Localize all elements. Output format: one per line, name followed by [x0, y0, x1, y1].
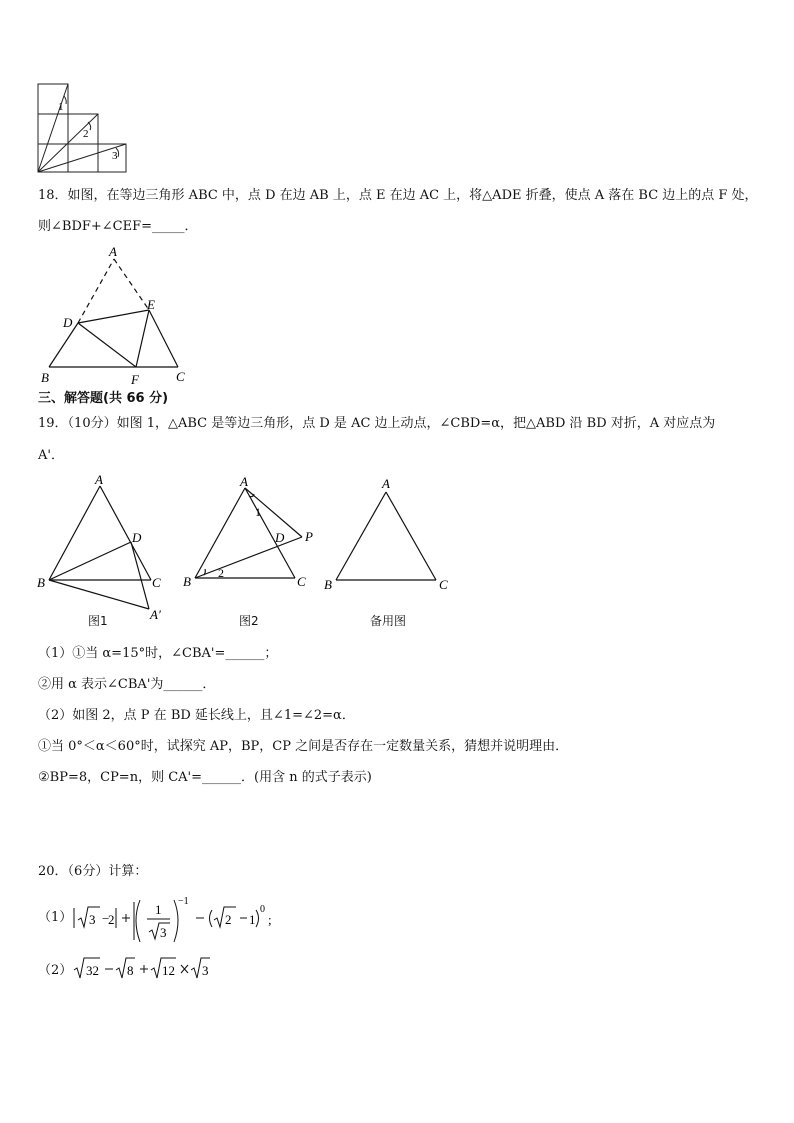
q20-p1-a: 3	[89, 912, 96, 927]
q20-title: 20．（6分）计算：	[38, 864, 148, 879]
q19f3-label-C: C	[439, 577, 448, 592]
q20-p1-frac-num: 1	[155, 902, 162, 917]
q20-p2-r1: 32	[86, 963, 99, 978]
q19f1-label-C: C	[152, 575, 161, 590]
q19f1-label-A: A	[95, 472, 103, 487]
q18-label-F: F	[131, 372, 139, 387]
q19-part2: （2）如图 2，点 P 在 BD 延长线上，且∠1=∠2=α．	[38, 708, 355, 723]
q20-p2-r4: 3	[202, 963, 209, 978]
grid-label-3: 3	[112, 150, 118, 162]
q19f2-label-C: C	[297, 574, 306, 589]
q19f2-label-P: P	[305, 529, 313, 544]
q20-p2-r2: 8	[127, 963, 134, 978]
grid-label-1: 1	[58, 101, 64, 113]
q20-p1-c: 2	[225, 912, 232, 927]
q18-label-C: C	[176, 369, 185, 384]
q20-p1-exp1: −1	[178, 896, 189, 907]
q19-part2-b: ②BP=8，CP=n，则 CA'=______．(用含 n 的式子表示)	[38, 770, 372, 785]
q19f1-label-A-prime: A′	[150, 607, 161, 622]
q19f3-label-A: A	[382, 476, 390, 491]
q20-part1-label: （1）	[38, 910, 73, 925]
q20-part1-expression	[70, 890, 280, 948]
q18-label-E: E	[147, 297, 155, 312]
q19-part1-a: （1）①当 α=15°时，∠CBA'=______；	[38, 646, 278, 661]
q19f2-label-1: 1	[255, 505, 261, 519]
q20-part2-label: （2）	[38, 963, 73, 978]
q19-figure-1-caption: 图1	[88, 614, 108, 628]
q19-figure-1	[34, 472, 174, 622]
q20-p1-d: 1	[249, 912, 256, 927]
q18-label-A: A	[109, 244, 117, 259]
q18-label-B: B	[41, 370, 49, 385]
q20-p1-frac-den: 3	[160, 925, 167, 940]
q20-p1-b: 2	[108, 912, 115, 927]
q19-backup-figure-caption: 备用图	[370, 614, 407, 628]
q18-fold-triangle-figure	[36, 244, 196, 390]
q18-label-D: D	[63, 315, 73, 330]
q20-part2-expression	[70, 954, 220, 986]
q20-p1-end: ;	[268, 912, 272, 927]
q19f2-label-2: 2	[218, 566, 224, 580]
q18-line1: 18．如图，在等边三角形 ABC 中，点 D 在边 AB 上，点 E 在边 AC 上，将△ADE 折叠，使点 A 落在 BC 边上的点 F 处，	[38, 188, 758, 203]
section-3-title: 三、解答题(共 66 分)	[38, 391, 169, 406]
q19f2-label-B: B	[183, 574, 191, 589]
q19f3-label-B: B	[324, 577, 332, 592]
q19-figure-2-caption: 图2	[239, 614, 259, 628]
q19f1-label-D: D	[132, 530, 142, 545]
q19-part1-b: ②用 α 表示∠CBA'为______．	[38, 677, 216, 692]
q19f1-label-B: B	[37, 575, 45, 590]
q20-p1-minus: −	[102, 911, 110, 926]
grid-label-2: 2	[83, 128, 89, 140]
q19-line2: A'．	[38, 448, 64, 463]
q19-part2-a: ①当 0°＜α＜60°时，试探究 AP，BP，CP 之间是否存在一定数量关系，猜想并说明理由．	[38, 739, 569, 754]
q18-line2: 则∠BDF+∠CEF=_____．	[38, 219, 198, 234]
q19f2-label-A: A	[240, 474, 248, 489]
q20-p1-exp2: 0	[260, 904, 265, 915]
q19-line1: 19．（10分）如图 1，△ABC 是等边三角形，点 D 是 AC 边上动点，∠CBD=α，把△ABD 沿 BD 对折，A 对应点为	[38, 416, 716, 431]
q19-figure-2	[178, 472, 328, 602]
q19-backup-figure	[322, 474, 452, 594]
grid-angle-figure	[36, 82, 130, 174]
q20-p2-r3: 12	[162, 963, 175, 978]
q19f2-label-D: D	[275, 530, 285, 545]
